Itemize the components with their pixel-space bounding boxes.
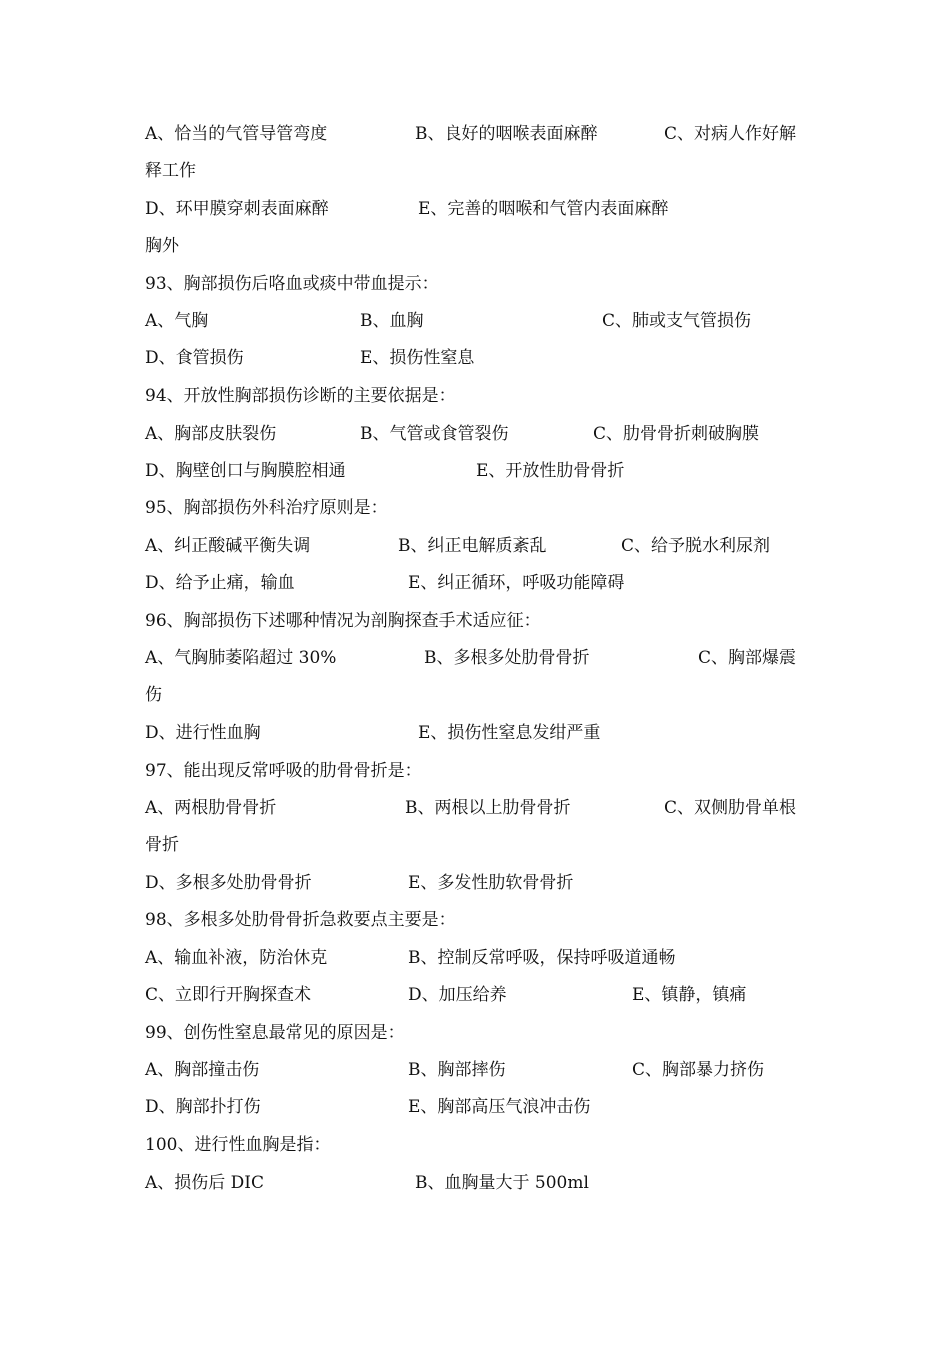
q99-option-b: B、胸部摔伤 — [408, 1060, 506, 1080]
section-title: 胸外 — [145, 236, 179, 256]
q93-option-b: B、血胸 — [360, 311, 424, 331]
option-c-continued: 释工作 — [145, 161, 196, 181]
q95-option-e: E、纠正循环，呼吸功能障碍 — [408, 573, 625, 593]
q94-option-c: C、肋骨骨折刺破胸膜 — [593, 424, 760, 444]
question-96: 96、胸部损伤下述哪种情况为剖胸探查手术适应征： — [145, 611, 541, 631]
q100-option-a: A、损伤后 DIC — [145, 1173, 265, 1193]
q98-option-e: E、镇静，镇痛 — [632, 985, 747, 1005]
q97-option-e: E、多发性肋软骨骨折 — [408, 873, 574, 893]
question-100: 100、进行性血胸是指： — [145, 1135, 331, 1155]
question-95: 95、胸部损伤外科治疗原则是： — [145, 498, 388, 518]
option-e: E、完善的咽喉和气管内表面麻醉 — [418, 199, 669, 219]
q96-option-a: A、气胸肺萎陷超过 30% — [145, 648, 337, 668]
q95-option-b: B、纠正电解质紊乱 — [398, 536, 547, 556]
question-94: 94、开放性胸部损伤诊断的主要依据是： — [145, 386, 456, 406]
q99-option-a: A、胸部撞击伤 — [145, 1060, 260, 1080]
q95-option-a: A、纠正酸碱平衡失调 — [145, 536, 311, 556]
question-97: 97、能出现反常呼吸的肋骨骨折是： — [145, 761, 422, 781]
q95-option-c: C、给予脱水利尿剂 — [621, 536, 771, 556]
option-a: A、恰当的气管导管弯度 — [145, 124, 328, 144]
q100-option-b: B、血胸量大于 500ml — [415, 1173, 589, 1193]
question-99: 99、创伤性窒息最常见的原因是： — [145, 1023, 405, 1043]
q93-option-c: C、肺或支气管损伤 — [602, 311, 752, 331]
q94-option-a: A、胸部皮肤裂伤 — [145, 424, 277, 444]
q99-option-e: E、胸部高压气浪冲击伤 — [408, 1097, 591, 1117]
q96-option-c: C、胸部爆震 — [698, 648, 797, 668]
q97-option-c-continued: 骨折 — [145, 835, 179, 855]
q96-option-d: D、进行性血胸 — [145, 723, 261, 743]
q98-option-c: C、立即行开胸探查术 — [145, 985, 312, 1005]
q95-option-d: D、给予止痛，输血 — [145, 573, 295, 593]
q97-option-b: B、两根以上肋骨骨折 — [405, 798, 571, 818]
q96-option-e: E、损伤性窒息发绀严重 — [418, 723, 601, 743]
q99-option-d: D、胸部扑打伤 — [145, 1097, 261, 1117]
q93-option-a: A、气胸 — [145, 311, 209, 331]
option-c: C、对病人作好解 — [664, 124, 797, 144]
q97-option-c: C、双侧肋骨单根 — [664, 798, 797, 818]
question-93: 93、胸部损伤后咯血或痰中带血提示： — [145, 274, 439, 294]
q99-option-c: C、胸部暴力挤伤 — [632, 1060, 765, 1080]
q97-option-d: D、多根多处肋骨骨折 — [145, 873, 312, 893]
q98-option-a: A、输血补液，防治休克 — [145, 948, 328, 968]
option-d: D、环甲膜穿刺表面麻醉 — [145, 199, 329, 219]
q93-option-e: E、损伤性窒息 — [360, 348, 475, 368]
q98-option-b: B、控制反常呼吸，保持呼吸道通畅 — [408, 948, 676, 968]
q94-option-e: E、开放性肋骨骨折 — [476, 461, 625, 481]
q97-option-a: A、两根肋骨骨折 — [145, 798, 277, 818]
q93-option-d: D、食管损伤 — [145, 348, 244, 368]
question-98: 98、多根多处肋骨骨折急救要点主要是： — [145, 910, 456, 930]
q96-option-c-continued: 伤 — [145, 685, 162, 705]
q96-option-b: B、多根多处肋骨骨折 — [424, 648, 590, 668]
q94-option-d: D、胸壁创口与胸膜腔相通 — [145, 461, 346, 481]
q94-option-b: B、气管或食管裂伤 — [360, 424, 509, 444]
option-b: B、良好的咽喉表面麻醉 — [415, 124, 598, 144]
q98-option-d: D、加压给养 — [408, 985, 507, 1005]
